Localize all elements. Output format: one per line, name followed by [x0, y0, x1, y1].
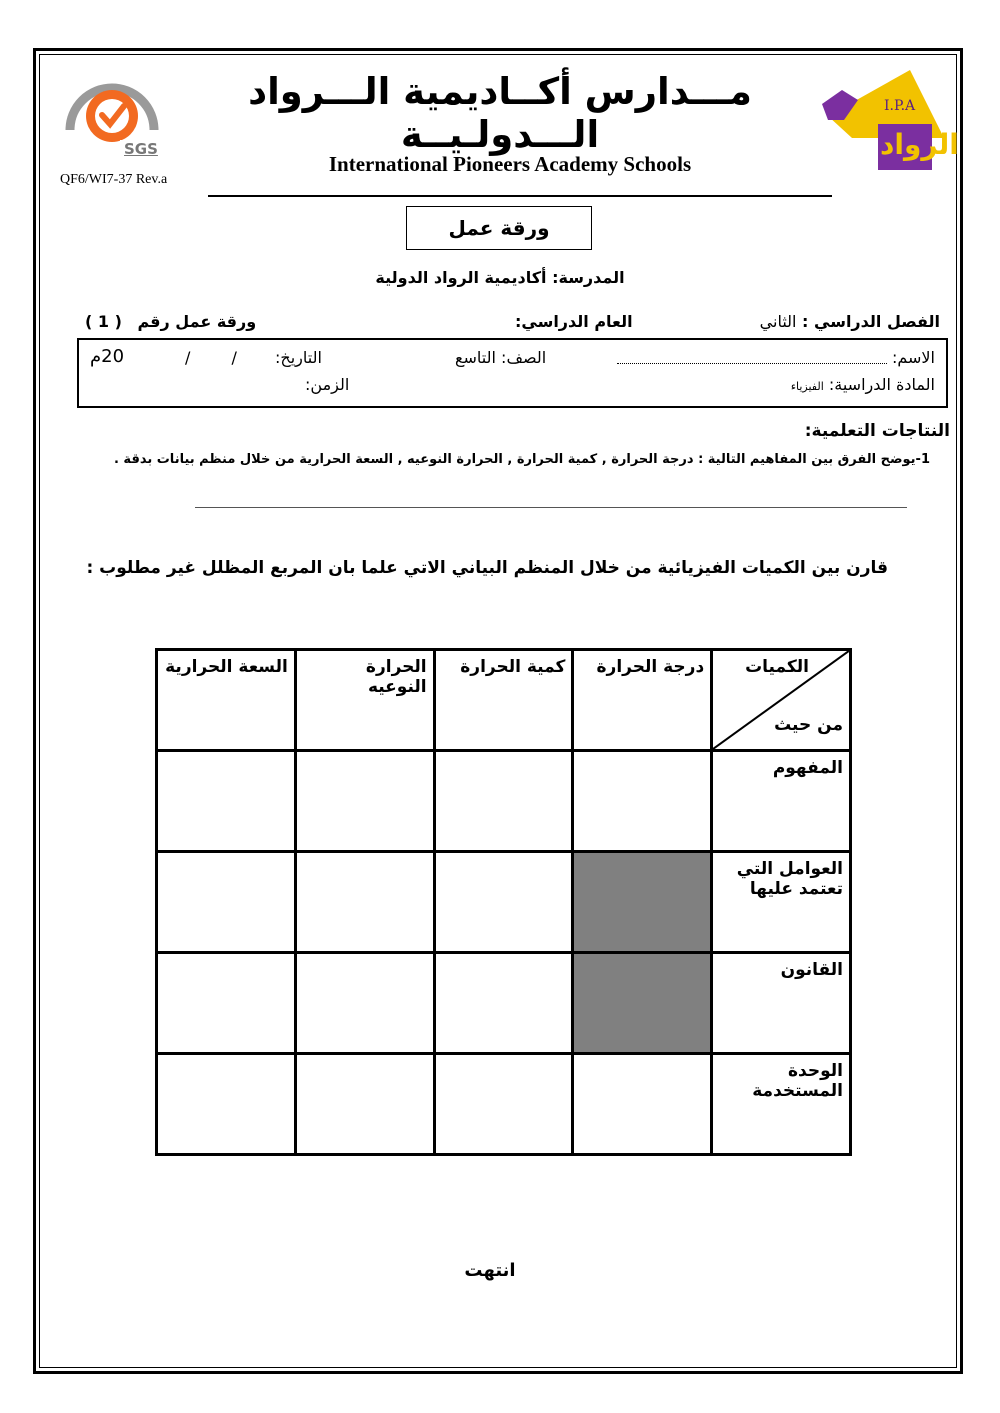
school-title-arabic: مـــدارس أكــاديمية الـــرواد الـــدولـيــة: [248, 70, 752, 156]
school-line: المدرسة: أكاديمية الرواد الدولية: [375, 268, 625, 287]
answer-cell[interactable]: [434, 852, 573, 953]
end-marker: انتهت: [464, 1260, 516, 1281]
table-row: [157, 751, 851, 852]
sheet-number-value: ( 1 ): [85, 312, 122, 331]
school-title-english: International Pioneers Academy Schools: [328, 152, 692, 176]
name-label: الاسم:: [891, 348, 935, 367]
corner-bottom-label: من حيث: [774, 715, 843, 735]
row-header: الوحدة المستخدمة: [712, 1054, 851, 1155]
section-divider: [195, 507, 907, 508]
school-logo: [818, 70, 959, 176]
semester-field: [760, 312, 940, 331]
outcomes-heading: النتاجات التعلمية:: [804, 421, 950, 441]
sgs-logo-text: SGS: [124, 140, 158, 158]
answer-cell[interactable]: [157, 751, 296, 852]
grade-field: [455, 348, 546, 367]
sheet-number-label: ورقة عمل رقم: [137, 312, 257, 331]
comparison-organizer-table: [155, 648, 852, 1156]
grade-value: التاسع: [455, 348, 496, 367]
row-header: العوامل التي تعتمد عليها: [712, 852, 851, 953]
instruction-text: قارن بين الكميات الفيزيائية من خلال المنظم البياني الاتي علما بان المربع المظلل غير مطلوب :: [86, 558, 888, 578]
corner-top-label: الكميات: [745, 657, 809, 677]
column-header: درجة الحرارة: [573, 650, 712, 751]
school-logo-text: الرواد: [880, 128, 959, 161]
table-row: [157, 852, 851, 953]
table-header-row: [157, 650, 851, 751]
name-field: [617, 348, 935, 367]
answer-cell[interactable]: [295, 1054, 434, 1155]
sheet-number-field: [85, 312, 256, 331]
worksheet-label: ورقة عمل: [406, 206, 592, 250]
answer-cell[interactable]: [434, 1054, 573, 1155]
answer-cell[interactable]: [573, 751, 712, 852]
date-label: التاريخ:: [275, 348, 322, 367]
answer-cell[interactable]: [157, 852, 296, 953]
column-header: السعة الحرارية: [157, 650, 296, 751]
grade-label: الصف:: [501, 348, 547, 367]
header-divider: [208, 195, 832, 197]
shaded-cell: [573, 953, 712, 1054]
time-label: الزمن:: [305, 375, 350, 394]
column-header: الحرارة النوعيه: [295, 650, 434, 751]
answer-cell[interactable]: [295, 953, 434, 1054]
corner-header-cell: [712, 650, 851, 751]
table-row: [157, 1054, 851, 1155]
subject-label: المادة الدراسية:: [828, 375, 935, 394]
row-header: المفهوم: [712, 751, 851, 852]
answer-cell[interactable]: [295, 751, 434, 852]
name-blank-line[interactable]: [617, 353, 887, 364]
date-slashes: / /: [185, 348, 237, 367]
answer-cell[interactable]: [157, 953, 296, 1054]
table-row: [157, 953, 851, 1054]
semester-label: الفصل الدراسي :: [802, 312, 940, 331]
shaded-cell: [573, 852, 712, 953]
answer-cell[interactable]: [573, 1054, 712, 1155]
revision-code: QF6/WI7-37 Rev.a: [60, 172, 168, 187]
date-year: 20م: [90, 346, 125, 367]
svg-text:I.P.A: I.P.A: [884, 98, 916, 114]
answer-cell[interactable]: [157, 1054, 296, 1155]
outcome-item-1: 1-يوضح الفرق بين المفاهيم التالية : درجة الحرارة , كمية الحرارة , الحرارة النوعيه , السعة الحرارية من خلال منظم بيانات بدقة .: [113, 452, 930, 467]
academic-year-label: العام الدراسي:: [515, 312, 633, 331]
column-header: كمية الحرارة: [434, 650, 573, 751]
row-header: القانون: [712, 953, 851, 1054]
semester-value: الثاني: [759, 312, 797, 331]
subject-field: [791, 375, 935, 394]
answer-cell[interactable]: [295, 852, 434, 953]
answer-cell[interactable]: [434, 751, 573, 852]
subject-value: الفيزياء: [790, 380, 824, 393]
certification-logo: [62, 68, 162, 168]
answer-cell[interactable]: [434, 953, 573, 1054]
